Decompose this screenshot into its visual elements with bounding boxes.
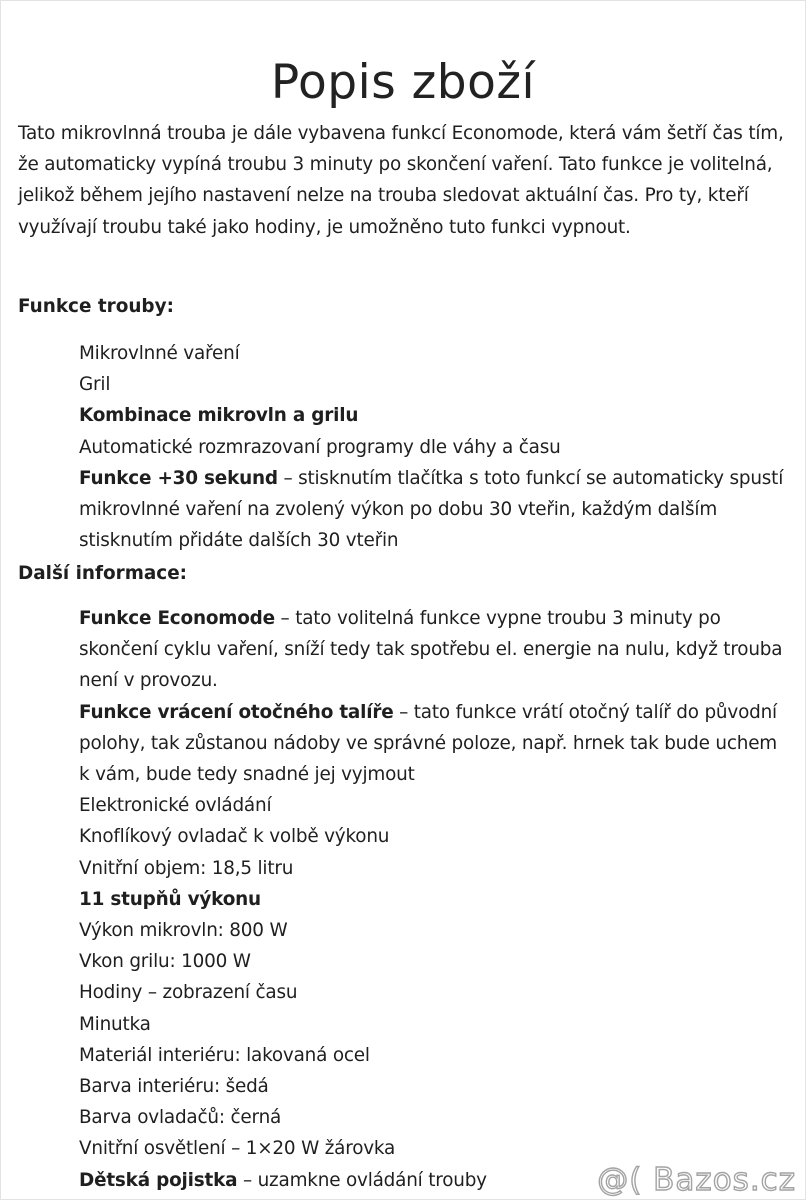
list-item xyxy=(79,603,791,697)
list-item xyxy=(79,884,791,915)
item-text: Minutka xyxy=(79,1013,151,1035)
item-text: Knoflíkový ovladač k volbě výkonu xyxy=(79,826,390,848)
item-text: Mikrovlnné vaření xyxy=(79,343,240,364)
list-item xyxy=(79,463,791,557)
list-item xyxy=(79,915,791,946)
list-item xyxy=(79,432,791,463)
item-text: Gril xyxy=(79,374,111,396)
page-title: Popis zboží xyxy=(270,55,536,111)
item-text: – tato funkce vrátí otočný talíř do původní polohy, tak zůstanou nádoby ve správné poloze, např. hrnek tak bude uchem k vám, bude tedy snadné jej vyjmout xyxy=(79,701,778,786)
item-text: – tato volitelná funkce vypne troubu 3 minuty po skončení cyklu vaření, sníží tedy tak spotřebu el. energie na nulu, když trouba není v provozu. xyxy=(79,608,783,692)
list-item xyxy=(79,1071,791,1102)
list-item xyxy=(79,1040,791,1071)
item-bold: Dětská pojistka xyxy=(79,1169,238,1191)
list-item xyxy=(79,1133,791,1164)
item-text: Materiál interiéru: lakovaná ocel xyxy=(79,1044,370,1066)
list-item xyxy=(79,977,791,1008)
list-item xyxy=(79,400,791,431)
list-item xyxy=(79,1009,791,1040)
item-text: Hodiny – zobrazení času xyxy=(79,982,298,1004)
list-item xyxy=(79,790,791,821)
list-item xyxy=(79,853,791,884)
item-text: – uzamkne ovládání trouby xyxy=(237,1169,487,1191)
list-item xyxy=(79,338,791,369)
item-text: Barva ovladačů: černá xyxy=(79,1107,282,1129)
list-item xyxy=(79,369,791,400)
item-bold: Funkce Economode xyxy=(79,608,275,629)
item-text: Vkon grilu: 1000 W xyxy=(79,951,251,973)
item-text: Vnitřní objem: 18,5 litru xyxy=(79,857,294,879)
list-item xyxy=(79,821,791,852)
list-item xyxy=(79,697,791,791)
item-bold: Kombinace mikrovln a grilu xyxy=(79,405,359,427)
item-bold: 11 stupňů výkonu xyxy=(79,888,261,910)
item-bold: Funkce vrácení otočného talíře xyxy=(79,701,394,723)
item-text: Automatické rozmrazovaní programy dle váhy a času xyxy=(79,436,561,458)
more-info-list xyxy=(79,603,791,1196)
list-item xyxy=(79,946,791,977)
item-text: – stisknutím tlačítka s toto funkcí se automaticky spustí mikrovlnné vaření na zvolený výkon po dobu 30 vteřin, každým dalším stisknutím přidáte dalších 30 vteřin xyxy=(79,467,784,552)
section-heading-oven-functions: Funkce trouby: xyxy=(18,296,174,317)
item-text: Barva interiéru: šedá xyxy=(79,1076,269,1098)
item-text: Výkon mikrovln: 800 W xyxy=(79,920,288,942)
list-item xyxy=(79,1102,791,1133)
item-text: Vnitřní osvětlení – 1×20 W žárovka xyxy=(79,1138,396,1160)
bazos-watermark: @( Bazos.cz xyxy=(597,1162,796,1198)
oven-functions-list xyxy=(79,338,791,556)
section-heading-more-info: Další informace: xyxy=(18,563,188,584)
item-text: Elektronické ovládání xyxy=(79,795,272,817)
intro-paragraph: Tato mikrovlnná trouba je dále vybavena funkcí Economode, která vám šetří čas tím, že automaticky vypíná troubu 3 minuty po skončení vaření. Tato funkce je volitelná, jelikož během jejího nastavení nelze na trouba sledovat aktuální čas. Pro ty, kteří využívají troubu také jako hodiny, je umožněno tuto funkci vypnout. xyxy=(18,123,784,238)
item-bold: Funkce +30 sekund xyxy=(79,467,278,489)
